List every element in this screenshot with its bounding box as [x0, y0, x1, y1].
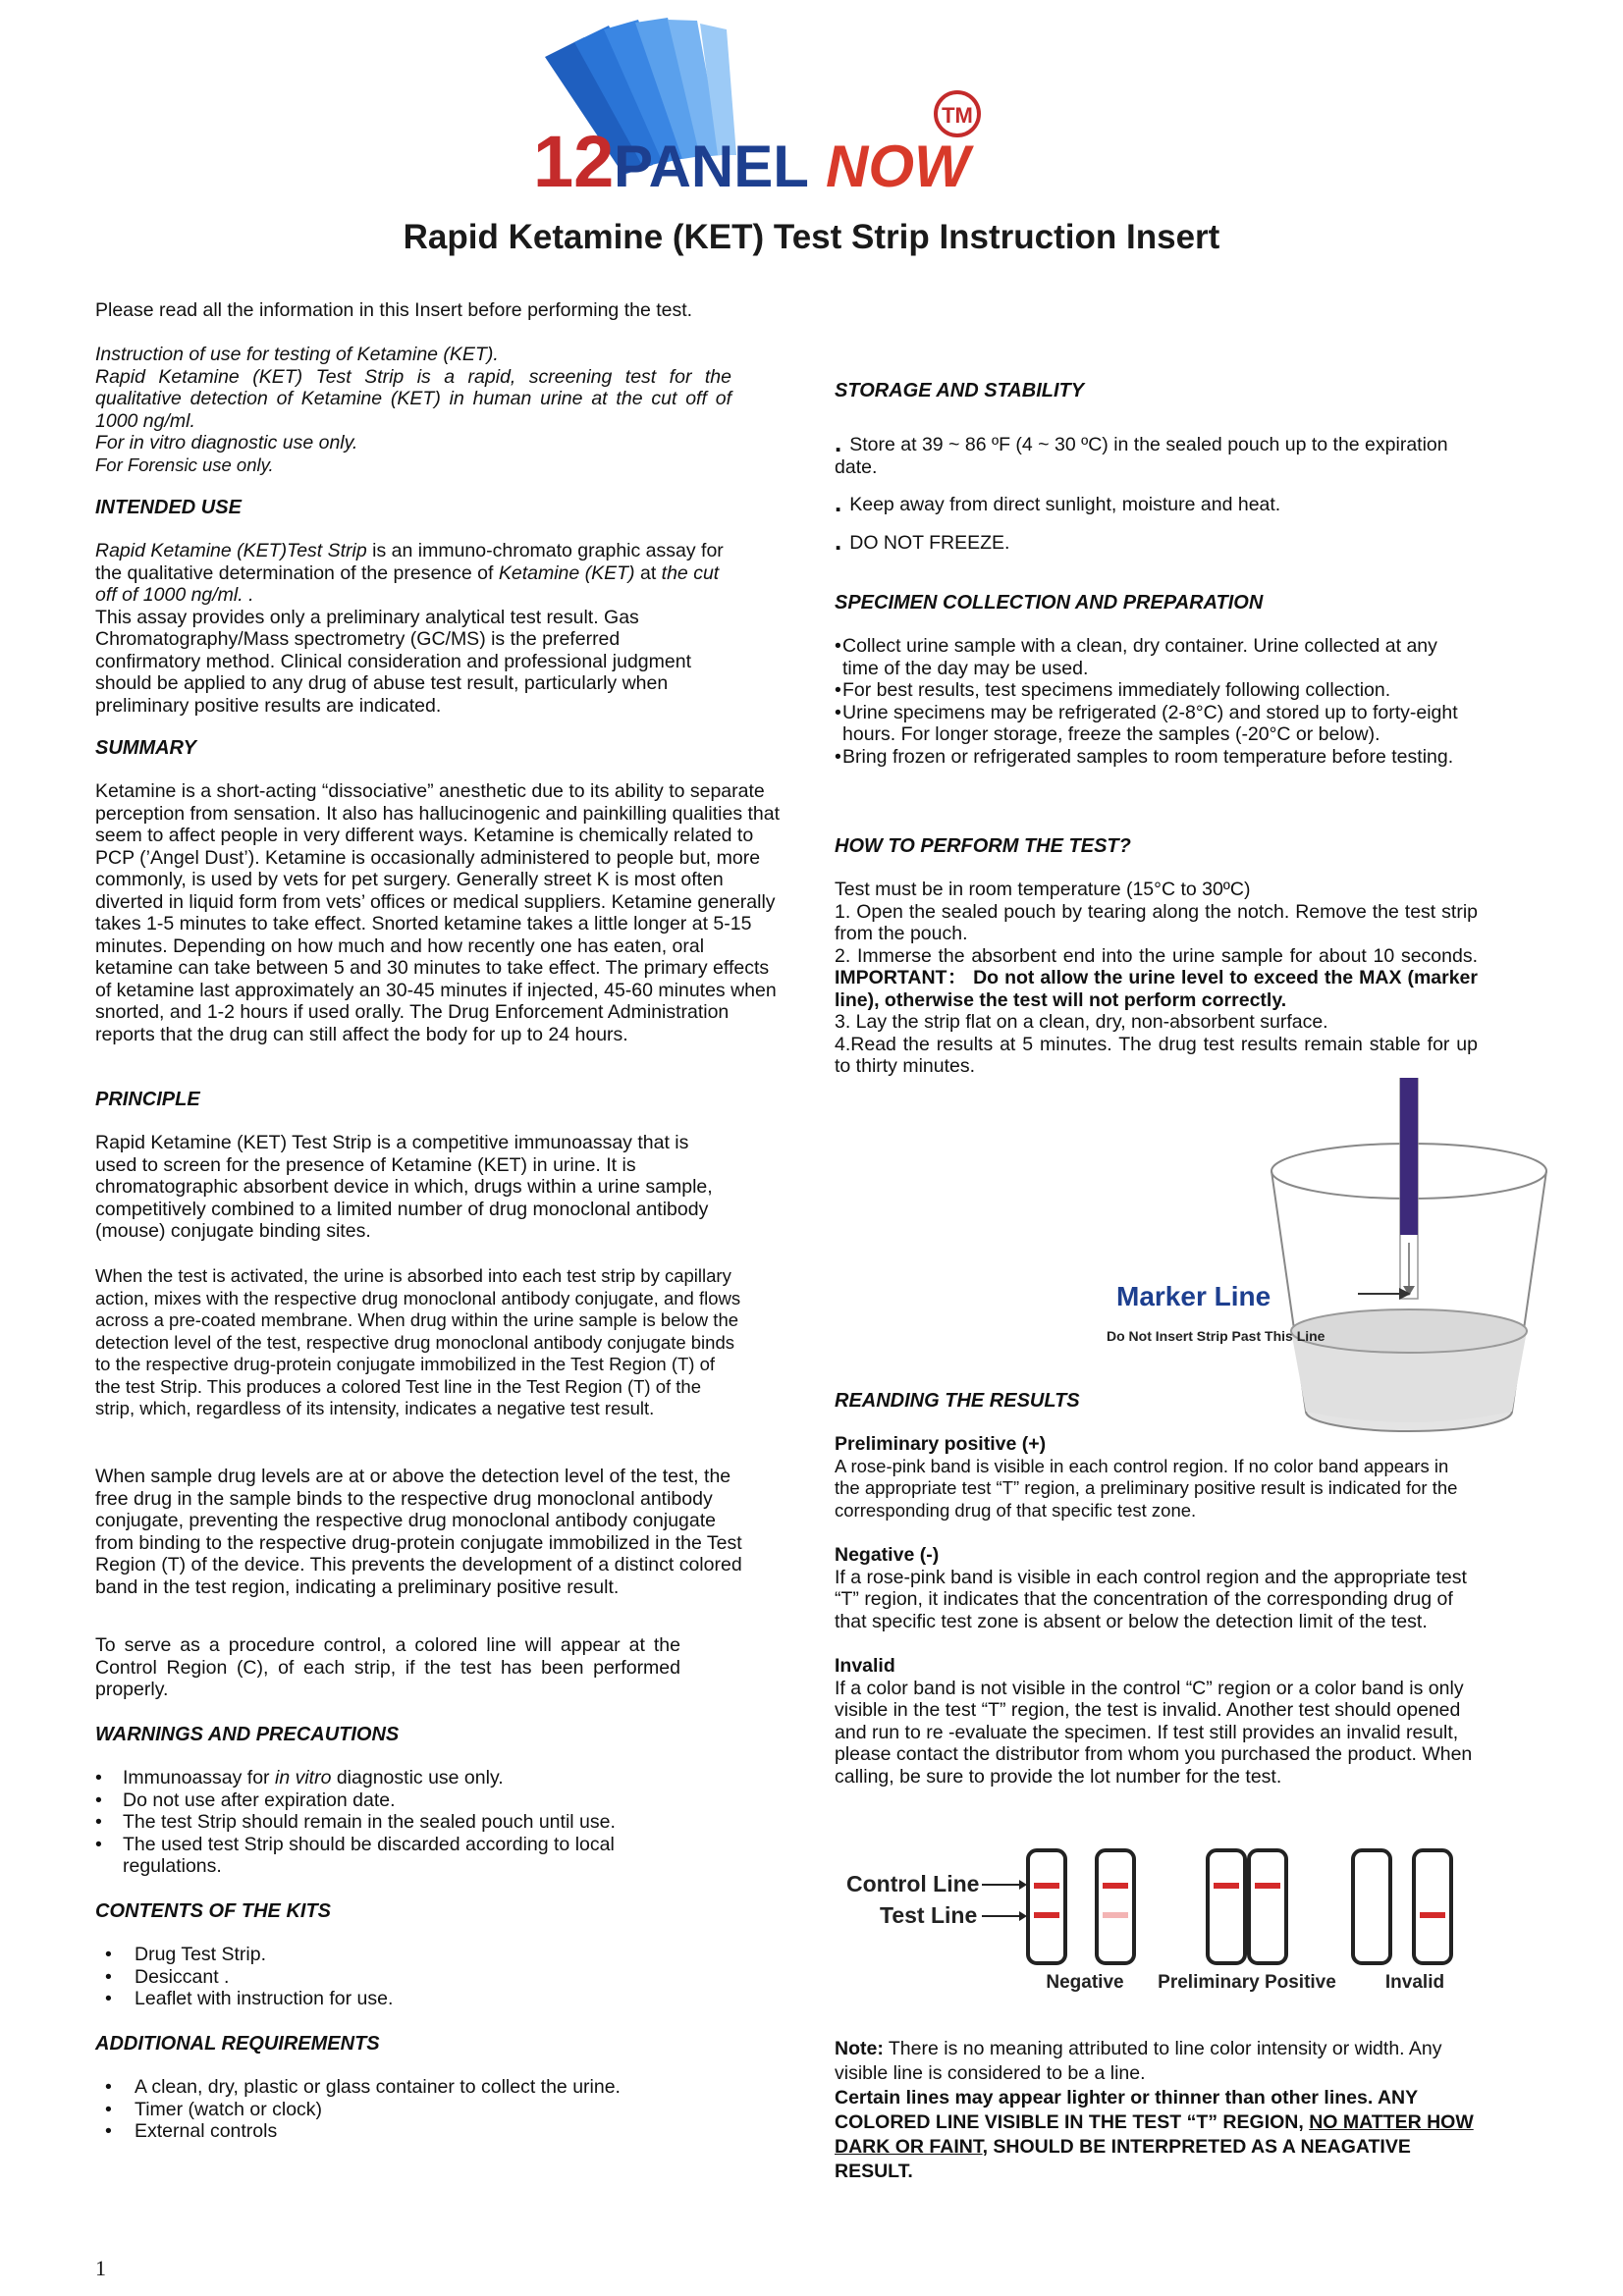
warnings-list — [95, 1767, 684, 1878]
results-diagram — [835, 1845, 1483, 1993]
reading-heading: REANDING THE RESULTS — [835, 1390, 1080, 1412]
principle-heading: PRINCIPLE — [95, 1089, 200, 1110]
additional-item: • Timer (watch or clock) — [105, 2099, 714, 2121]
principle-p1: Rapid Ketamine (KET) Test Strip is a competitive immunoassay that is used to screen for the presence of Ketamine (KET) in urine. It is chromatographic absorbent device in which, drugs within a urine sample, competitively combined to a limited number of drug monoclonal antibody (mouse) conjugate binding sites. — [95, 1132, 713, 1242]
warnings-item: • The used test Strip should be discarded according to local regulations. — [95, 1834, 684, 1878]
positive-text: A rose-pink band is visible in each control region. If no color band appears in the appropriate test “T” region, a preliminary positive result is indicated for the corresponding drug of that specific test zone. — [835, 1455, 1458, 1521]
additional-list — [105, 2076, 714, 2143]
intro-line-4: For Forensic use only. — [95, 454, 274, 475]
positive-caption: Preliminary Positive — [1158, 1972, 1336, 1993]
additional-item: • A clean, dry, plastic or glass container to collect the urine. — [105, 2076, 714, 2099]
positive-strips — [1208, 1850, 1286, 1963]
intended-use-p2: This assay provides only a preliminary analytical test result. Gas Chromatography/Mass spectrometry (GC/MS) is the preferred confirmatory method. Clinical consideration and professional judgment should be applied to any drug of abuse test result, particularly when preliminary positive results are indicated. — [95, 606, 691, 717]
specimen-list — [835, 635, 1463, 768]
invalid-heading: Invalid — [835, 1655, 895, 1677]
principle-p2: When the test is activated, the urine is absorbed into each test strip by capillary action, mixes with the respective drug monoclonal antibody conjugate, and flows across a pre-coated membrane. When drug within the urine sample is below the detection level of the test, respective drug monoclonal antibody conjugate binds to the respective drug-protein conjugate immobilized in the Test Region (T) of the test Strip. This produces a colored Test line in the Test Region (T) of the strip, which, regardless of its intensity, indicates a negative test result. — [95, 1265, 741, 1418]
marker-line-label: Marker Line — [1116, 1281, 1271, 1311]
cup-diagram — [1105, 1078, 1556, 1451]
page-title: Rapid Ketamine (KET) Test Strip Instruction Insert — [403, 218, 1220, 256]
negative-text: If a rose-pink band is visible in each control region and the appropriate test “T” region, it indicates that the concentration of the corresponding drug of that specific test zone is absent or below the detection limit of the test. — [835, 1566, 1467, 1632]
intro-block — [95, 344, 731, 476]
intro-line-1: Instruction of use for testing of Ketamine (KET). — [95, 344, 499, 365]
summary-heading: SUMMARY — [95, 737, 196, 759]
intro-line-2: Rapid Ketamine (KET) Test Strip is a rapid, screening test for the qualitative detection of Ketamine (KET) in human urine at the cut off of 1000 ng/ml. — [95, 365, 731, 432]
specimen-heading: SPECIMEN COLLECTION AND PREPARATION — [835, 592, 1264, 614]
contents-list — [105, 1944, 694, 2010]
warnings-item: • Immunoassay for in vitro diagnostic use only. — [95, 1767, 684, 1789]
negative-heading: Negative (-) — [835, 1544, 940, 1566]
specimen-item: • Collect urine sample with a clean, dry container. Urine collected at any time of the day may be used. — [835, 635, 1463, 679]
intended-use-text-a: is an immuno-chromato graphic assay for the qualitative determination of the presence of — [95, 540, 724, 584]
storage-item: . Store at 39 ~ 86 ºF (4 ~ 30 ºC) in the sealed pouch up to the expiration date. — [835, 428, 1448, 478]
note-text: Note: There is no meaning attributed to line color intensity or width. Any visible line is considered to be a line. — [835, 2038, 1442, 2084]
contents-heading: CONTENTS OF THE KITS — [95, 1900, 331, 1922]
contents-item: • Desiccant . — [105, 1966, 694, 1989]
storage-list — [835, 428, 1463, 556]
intended-use-p1 — [95, 540, 729, 607]
positive-heading: Preliminary positive (+) — [835, 1433, 1047, 1455]
logo-text-panel: PANEL — [614, 133, 809, 199]
logo-text-12: 12 — [533, 121, 615, 202]
intended-use-heading: INTENDED USE — [95, 497, 242, 518]
principle-p3: When sample drug levels are at or above the detection level of the test, the free drug in the sample binds to the respective drug monoclonal antibody conjugate, preventing the respective drug monoclonal antibody conjugate from binding to the respective drug-protein conjugate immobilized in the Test Region (T) of the device. This prevents the development of a distinct colored band in the test region, indicating a preliminary positive result. — [95, 1466, 742, 1598]
specimen-item: • Bring frozen or refrigerated samples to room temperature before testing. — [835, 746, 1463, 769]
storage-heading: STORAGE AND STABILITY — [835, 380, 1085, 401]
control-line-label: Control Line — [846, 1871, 980, 1896]
negative-caption: Negative — [1046, 1972, 1124, 1993]
intended-use-body — [95, 540, 729, 717]
warnings-heading: WARNINGS AND PRECAUTIONS — [95, 1724, 400, 1745]
intended-use-cutoff: the cut off of 1000 ng/ml. . — [95, 561, 720, 606]
howto-body — [835, 879, 1478, 1078]
marker-warning-label: Do Not Insert Strip Past This Line — [1107, 1328, 1325, 1344]
intended-use-drug: Ketamine (KET) — [498, 561, 635, 584]
test-strip-graphic — [1400, 1078, 1418, 1299]
intended-use-text-b: at — [634, 561, 662, 584]
note-warning: Certain lines may appear lighter or thinner than other lines. ANY COLORED LINE VISIBLE IN THE TEST “T” REGION, NO MATTER HOW DARK OR FAINT, SHOULD BE INTERPRETED AS A NEAGATIVE RESULT. — [835, 2087, 1474, 2182]
contents-item: • Drug Test Strip. — [105, 1944, 694, 1966]
intro-text: Please read all the information in this Insert before performing the test. — [95, 299, 693, 321]
contents-item: • Leaflet with instruction for use. — [105, 1988, 694, 2010]
principle-p4: To serve as a procedure control, a colored line will appear at the Control Region (C), of each strip, if the test has been performed properly. — [95, 1634, 680, 1700]
howto-step-4: 4.Read the results at 5 minutes. The drug test results remain stable for up to thirty minutes. — [835, 1033, 1478, 1077]
warnings-item: • Do not use after expiration date. — [95, 1789, 684, 1812]
storage-item: . Keep away from direct sunlight, moisture and heat. — [835, 488, 1281, 517]
summary-text: Ketamine is a short-acting “dissociative” anesthetic due to its ability to separate perception from sensation. It also has hallucinogenic and painkilling qualities that seem to affect people in very different ways. Ketamine is chemically related to PCP (’Angel Dust’). Ketamine is occasionally administered to people but, more commonly, is used by vets for pet surgery. Generally street K is most often diverted in liquid form from vets’ offices or medical suppliers. Ketamine generally takes 1-5 minutes to take effect. Snorted ketamine takes a little longer at 5-15 minutes. Depending on how much and how recently one has eaten, oral ketamine can take between 5 and 30 minutes to take effect. The primary effects of ketamine last approximately an 30-45 minutes if injected, 45-60 minutes when snorted, and 1-2 hours if used orally. The Drug Enforcement Administration reports that the drug can still affect the body for up to 24 hours. — [95, 780, 781, 1045]
invalid-caption: Invalid — [1384, 1972, 1445, 1993]
specimen-item: • Urine specimens may be refrigerated (2-8°C) and stored up to forty-eight hours. For longer storage, freeze the samples (-20°C or below). — [835, 702, 1463, 746]
specimen-item: • For best results, test specimens immediately following collection. — [835, 679, 1463, 702]
howto-heading: HOW TO PERFORM THE TEST? — [835, 835, 1131, 857]
warnings-item: • The test Strip should remain in the sealed pouch until use. — [95, 1811, 684, 1834]
howto-step-1: 1. Open the sealed pouch by tearing along the notch. Remove the test strip from the pouch. — [835, 900, 1478, 944]
howto-line: Test must be in room temperature (15°C to 30ºC) — [835, 879, 1251, 900]
howto-step-3: 3. Lay the strip flat on a clean, dry, non-absorbent surface. — [835, 1011, 1328, 1033]
test-line-label: Test Line — [880, 1902, 978, 1928]
page-number: 1 — [95, 2256, 106, 2280]
additional-item: • External controls — [105, 2120, 714, 2143]
invalid-text: If a color band is not visible in the control “C” region or a color band is only visible in the test “T” region, the test is invalid. Another test should opened and run to re -evaluate the specimen. If test still provides an invalid result, please contact the distributor from whom you purchased the product. When calling, be sure to provide the lot number for the test. — [835, 1677, 1473, 1788]
note-block — [835, 2037, 1483, 2184]
brand-logo — [525, 18, 992, 204]
reading-body — [835, 1433, 1478, 1788]
intro-line-3: For in vitro diagnostic use only. — [95, 432, 358, 454]
intended-use-name: Rapid Ketamine (KET)Test Strip — [95, 540, 367, 561]
additional-heading: ADDITIONAL REQUIREMENTS — [95, 2033, 380, 2055]
logo-text-now: NOW — [826, 133, 970, 199]
howto-step-2: 2. Immerse the absorbent end into the urine sample for about 10 seconds. IMPORTANT： Do not allow the urine level to exceed the MAX (marker line), otherwise the test will not perform correctly. — [835, 944, 1478, 1011]
logo-trademark: TM — [942, 103, 973, 128]
storage-item: . DO NOT FREEZE. — [835, 525, 1010, 556]
